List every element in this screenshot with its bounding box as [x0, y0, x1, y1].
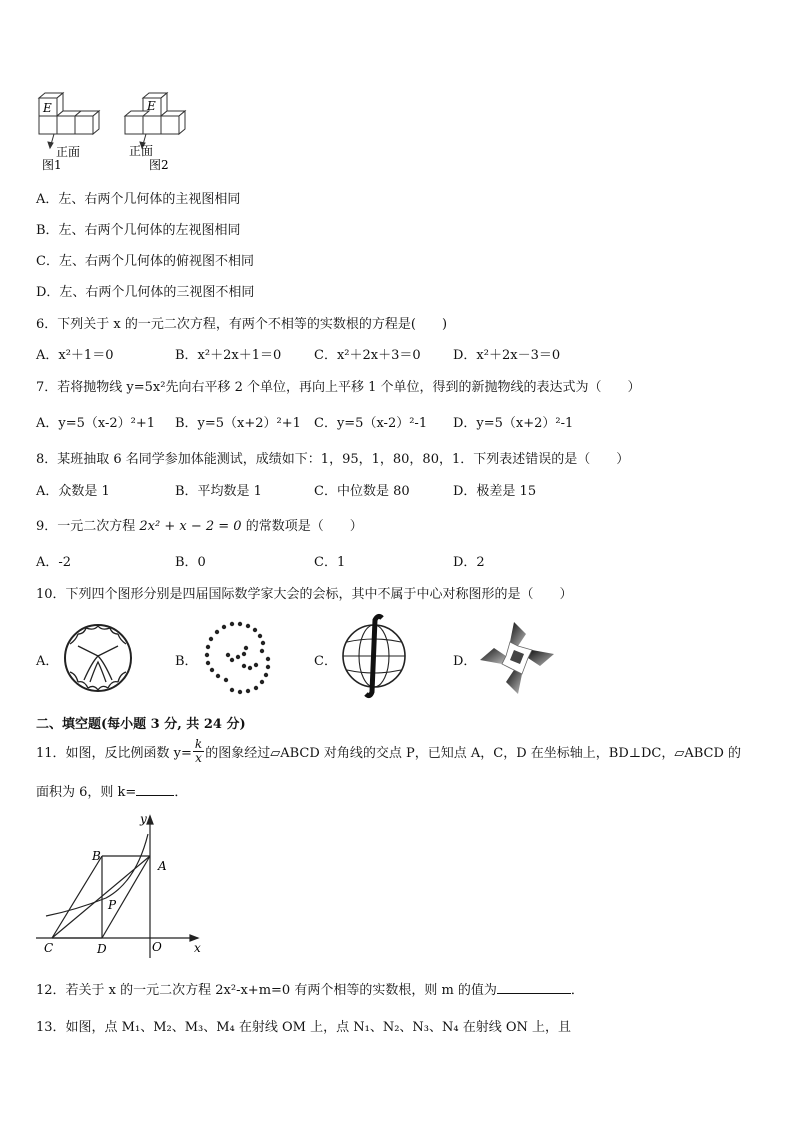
logo-c: [338, 612, 410, 704]
q8-option-b: B．平均数是 1: [175, 484, 262, 499]
q7-option-b: B．y=5（x+2）²+1: [175, 416, 301, 431]
q11-figure: [36, 808, 208, 964]
q8-option-d: D．极差是 15: [453, 484, 537, 499]
logo-a-drawing: [62, 622, 134, 694]
cube-figures-drawing: [34, 88, 204, 172]
section2-title: 二、填空题(每小题 3 分, 共 24 分): [36, 717, 246, 732]
cube-figures: [34, 88, 204, 176]
q6-option-d: D．x²＋2x－3＝0: [453, 348, 561, 363]
q8-stem: 8．某班抽取 6 名同学参加体能测试，成绩如下：1，95，1，80，80，1．下列表述错误的是（ ）: [36, 452, 630, 467]
fig2-letter-e: E: [147, 99, 156, 113]
q11-label-p: P: [108, 898, 117, 912]
q11-line1: [36, 738, 741, 765]
q10-stem: 10．下列四个图形分别是四届国际数学家大会的会标，其中不属于中心对称图形的是（ ）: [36, 587, 573, 602]
q10-label-a: A．: [36, 654, 59, 669]
fig1-letter-e: E: [43, 101, 52, 115]
q11-label-c: C: [44, 941, 54, 955]
q6-option-a: A．x²＋1＝0: [36, 348, 114, 363]
q11-fraction: [193, 738, 204, 765]
q11-line2-post: ．: [174, 785, 188, 800]
q9-option-c: C．1: [314, 555, 346, 570]
q8-option-a: A．众数是 1: [36, 484, 110, 499]
q11-line1-pre: 11．如图，反比例函数 y=: [36, 746, 192, 761]
q12-answer-blank: [497, 981, 571, 994]
q11-line2: [36, 781, 187, 800]
q5-option-c: C．左、右两个几何体的俯视图不相同: [36, 254, 254, 269]
q7-option-c: C．y=5（x-2）²-1: [314, 416, 428, 431]
logo-d: [478, 620, 556, 700]
logo-d-drawing: [478, 620, 556, 696]
q11-label-b: B: [92, 849, 101, 863]
q9-option-b: B．0: [175, 555, 206, 570]
q7-option-a: A．y=5（x-2）²+1: [36, 416, 156, 431]
q12-line: [36, 979, 584, 998]
q11-label-o: O: [152, 940, 162, 954]
q10-label-d: D．: [453, 654, 477, 669]
q12-pre: 12．若关于 x 的一元二次方程 2x²-x+m=0 有两个相等的实数根，则 m 的值为: [36, 983, 497, 998]
q10-label-b: B．: [175, 654, 198, 669]
fig1-front-label: 正面: [56, 145, 81, 159]
q11-label-a: A: [158, 859, 167, 873]
q11-figure-drawing: [36, 808, 208, 960]
q13-stem: 13．如图，点 M₁、M₂、M₃、M₄ 在射线 OM 上，点 N₁、N₂、N₃、N₄ 在射线 ON 上，且: [36, 1020, 572, 1035]
q7-option-d: D．y=5（x+2）²-1: [453, 416, 574, 431]
q6-option-c: C．x²＋2x＋3＝0: [314, 348, 421, 363]
fig2-front-label: 正面: [129, 144, 154, 158]
logo-a: [62, 622, 134, 698]
q11-answer-blank: [136, 783, 174, 796]
logo-b: [198, 620, 278, 700]
q7-stem: 7．若将抛物线 y=5x²先向右平移 2 个单位，再向上平移 1 个单位，得到的新抛物线的表达式为（ ）: [36, 380, 641, 395]
fig1-caption: 图1: [42, 158, 62, 172]
q5-option-d: D．左、右两个几何体的三视图不相同: [36, 285, 255, 300]
fig2-caption: 图2: [149, 158, 169, 172]
q11-label-d: D: [97, 942, 107, 956]
q11-line1-post: 的图象经过▱ABCD 对角线的交点 P，已知点 A，C，D 在坐标轴上，BD⊥DC，▱ABCD 的: [205, 746, 742, 761]
q11-label-y: y: [140, 812, 147, 826]
q11-line2-pre: 面积为 6，则 k=: [36, 785, 137, 800]
q8-option-c: C．中位数是 80: [314, 484, 410, 499]
q9-equation: 2x² + x − 2 = 0: [139, 519, 242, 534]
q5-option-a: A．左、右两个几何体的主视图相同: [36, 192, 241, 207]
q9-stem: [36, 515, 363, 534]
q11-frac-numerator: k: [194, 737, 203, 751]
q9-option-d: D．2: [453, 555, 485, 570]
q9-stem-post: 的常数项是（ ）: [241, 519, 363, 534]
q11-frac-denominator: x: [195, 751, 202, 765]
logo-c-drawing: [338, 612, 410, 700]
q9-option-a: A．-2: [36, 555, 72, 570]
logo-b-drawing: [198, 620, 278, 696]
q10-label-c: C．: [314, 654, 337, 669]
q9-stem-pre: 9．一元二次方程: [36, 519, 140, 534]
q11-label-x: x: [194, 941, 201, 955]
q5-option-b: B．左、右两个几何体的左视图相同: [36, 223, 241, 238]
q6-option-b: B．x²＋2x＋1＝0: [175, 348, 282, 363]
q6-stem: 6．下列关于 x 的一元二次方程，有两个不相等的实数根的方程是( ): [36, 317, 448, 332]
q12-post: ．: [570, 983, 584, 998]
